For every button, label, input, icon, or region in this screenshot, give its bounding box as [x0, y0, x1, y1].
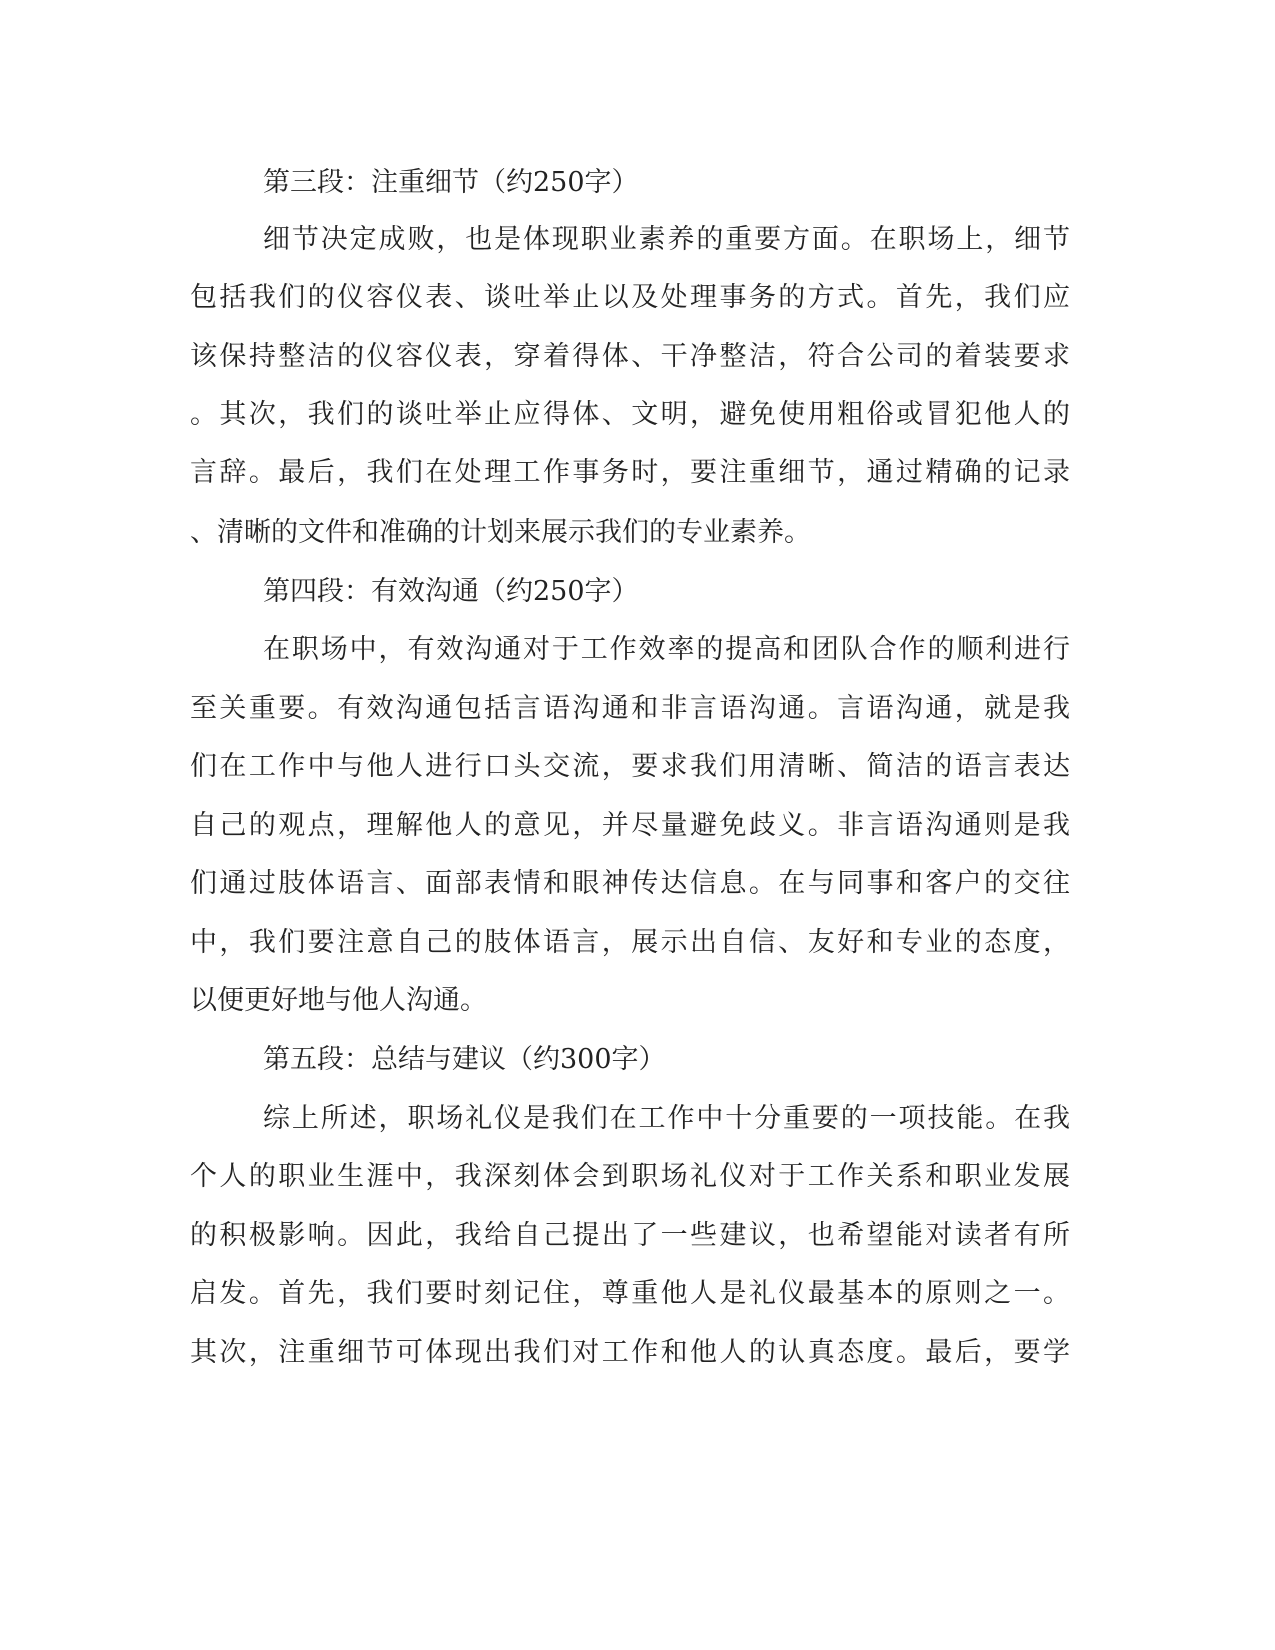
paragraph-line: 在职场中，有效沟通对于工作效率的提高和团队合作的顺利进行: [263, 634, 1070, 665]
section-heading: 第五段：总结与建议（约300字）: [263, 1044, 666, 1075]
paragraph-line: 个人的职业生涯中，我深刻体会到职场礼仪对于工作关系和职业发展: [190, 1161, 1070, 1192]
paragraph-line: 中，我们要注意自己的肢体语言，展示出自信、友好和专业的态度，: [190, 927, 1070, 958]
paragraph-line: 该保持整洁的仪容仪表，穿着得体、干净整洁，符合公司的着装要求: [190, 341, 1070, 372]
section-heading: 第四段：有效沟通（约250字）: [263, 576, 639, 607]
paragraph-line: 包括我们的仪容仪表、谈吐举止以及处理事务的方式。首先，我们应: [190, 282, 1070, 313]
paragraph-line: 自己的观点，理解他人的意见，并尽量避免歧义。非言语沟通则是我: [190, 810, 1070, 841]
paragraph-line: 们在工作中与他人进行口头交流，要求我们用清晰、简洁的语言表达: [190, 751, 1070, 782]
paragraph-line: 至关重要。有效沟通包括言语沟通和非言语沟通。言语沟通，就是我: [190, 693, 1070, 724]
paragraph-line: 言辞。最后，我们在处理工作事务时，要注重细节，通过精确的记录: [190, 457, 1070, 488]
paragraph-line: 的积极影响。因此，我给自己提出了一些建议，也希望能对读者有所: [190, 1220, 1070, 1251]
paragraph-line: 以便更好地与他人沟通。: [190, 985, 487, 1016]
paragraph-line: 。其次，我们的谈吐举止应得体、文明，避免使用粗俗或冒犯他人的: [190, 399, 1070, 430]
paragraph-line: 、清晰的文件和准确的计划来展示我们的专业素养。: [190, 517, 811, 548]
paragraph-line: 启发。首先，我们要时刻记住，尊重他人是礼仪最基本的原则之一。: [190, 1278, 1070, 1309]
paragraph-line: 细节决定成败，也是体现职业素养的重要方面。在职场上，细节: [263, 224, 1070, 255]
paragraph-line: 综上所述，职场礼仪是我们在工作中十分重要的一项技能。在我: [263, 1103, 1070, 1134]
paragraph-line: 其次，注重细节可体现出我们对工作和他人的认真态度。最后，要学: [190, 1337, 1070, 1368]
paragraph-line: 们通过肢体语言、面部表情和眼神传达信息。在与同事和客户的交往: [190, 868, 1070, 899]
section-heading: 第三段：注重细节（约250字）: [263, 167, 639, 198]
